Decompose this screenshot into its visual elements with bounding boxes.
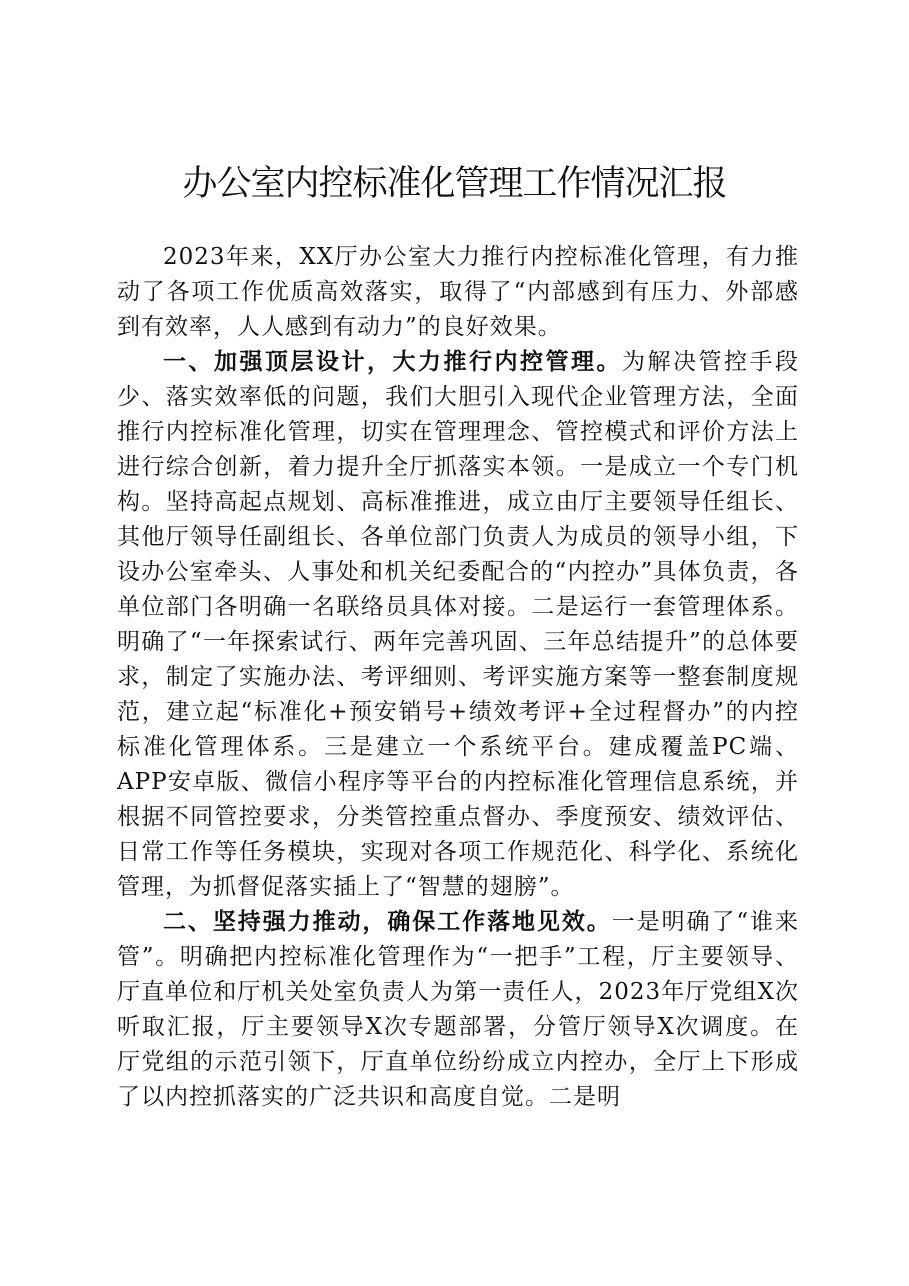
paragraph-heading: 二、坚持强力推动，确保工作落地见效。	[163, 909, 612, 935]
paragraph-text: 为解决管控手段少、落实效率低的问题，我们大胆引入现代企业管理方法，全面推行内控标准化管理，切实在管理理念、管控模式和评价方法上进行综合创新，着力提升全厅抓落实本领。一是成立一个专门机构。坚持高起点规划、高标准推进，成立由厅主要领导任组长、其他厅领导任副组长、各单位部门负责人为成员的领导小组，下设办公室牵头、人事处和机关纪委配合的“内控办”具体负责，各单位部门各明确一名联络员具体对接。二是运行一套管理体系。明确了“一年探索试行、两年完善巩固、三年总结提升”的总体要求，制定了实施办法、考评细则、考评实施方案等一整套制度规范，建立起“标准化+预安销号+绩效考评+全过程督办”的内控标准化管理体系。三是建立一个系统平台。建成覆盖PC端、APP安卓版、微信小程序等平台的内控标准化管理信息系统，并根据不同管控要求，分类管控重点督办、季度预安、绩效评估、日常工作等任务模块，实现对各项工作规范化、科学化、系统化管理，为抓督促落实插上了“智慧的翅膀”。	[117, 349, 799, 900]
paragraph-text: 2023年来，XX厅办公室大力推行内控标准化管理，有力推动了各项工作优质高效落实，取得了“内部感到有压力、外部感到有效率，人人感到有动力”的良好效果。	[117, 244, 799, 340]
paragraph-section-2	[117, 905, 799, 1115]
paragraph-section-1	[117, 345, 799, 905]
document-body	[117, 240, 799, 1115]
paragraph-intro	[117, 240, 799, 345]
document-title: 办公室内控标准化管理工作情况汇报	[182, 164, 727, 204]
paragraph-text: 一是明确了“谁来管”。明确把内控标准化管理作为“一把手”工程，厅主要领导、厅直单位和厅机关处室负责人为第一责任人，2023年厅党组X次听取汇报，厅主要领导X次专题部署，分管厅领导X次调度。在厅党组的示范引领下，厅直单位纷纷成立内控办，全厅上下形成了以内控抓落实的广泛共识和高度自觉。二是明	[117, 909, 799, 1110]
paragraph-heading: 一、加强顶层设计，大力推行内控管理。	[163, 349, 622, 375]
